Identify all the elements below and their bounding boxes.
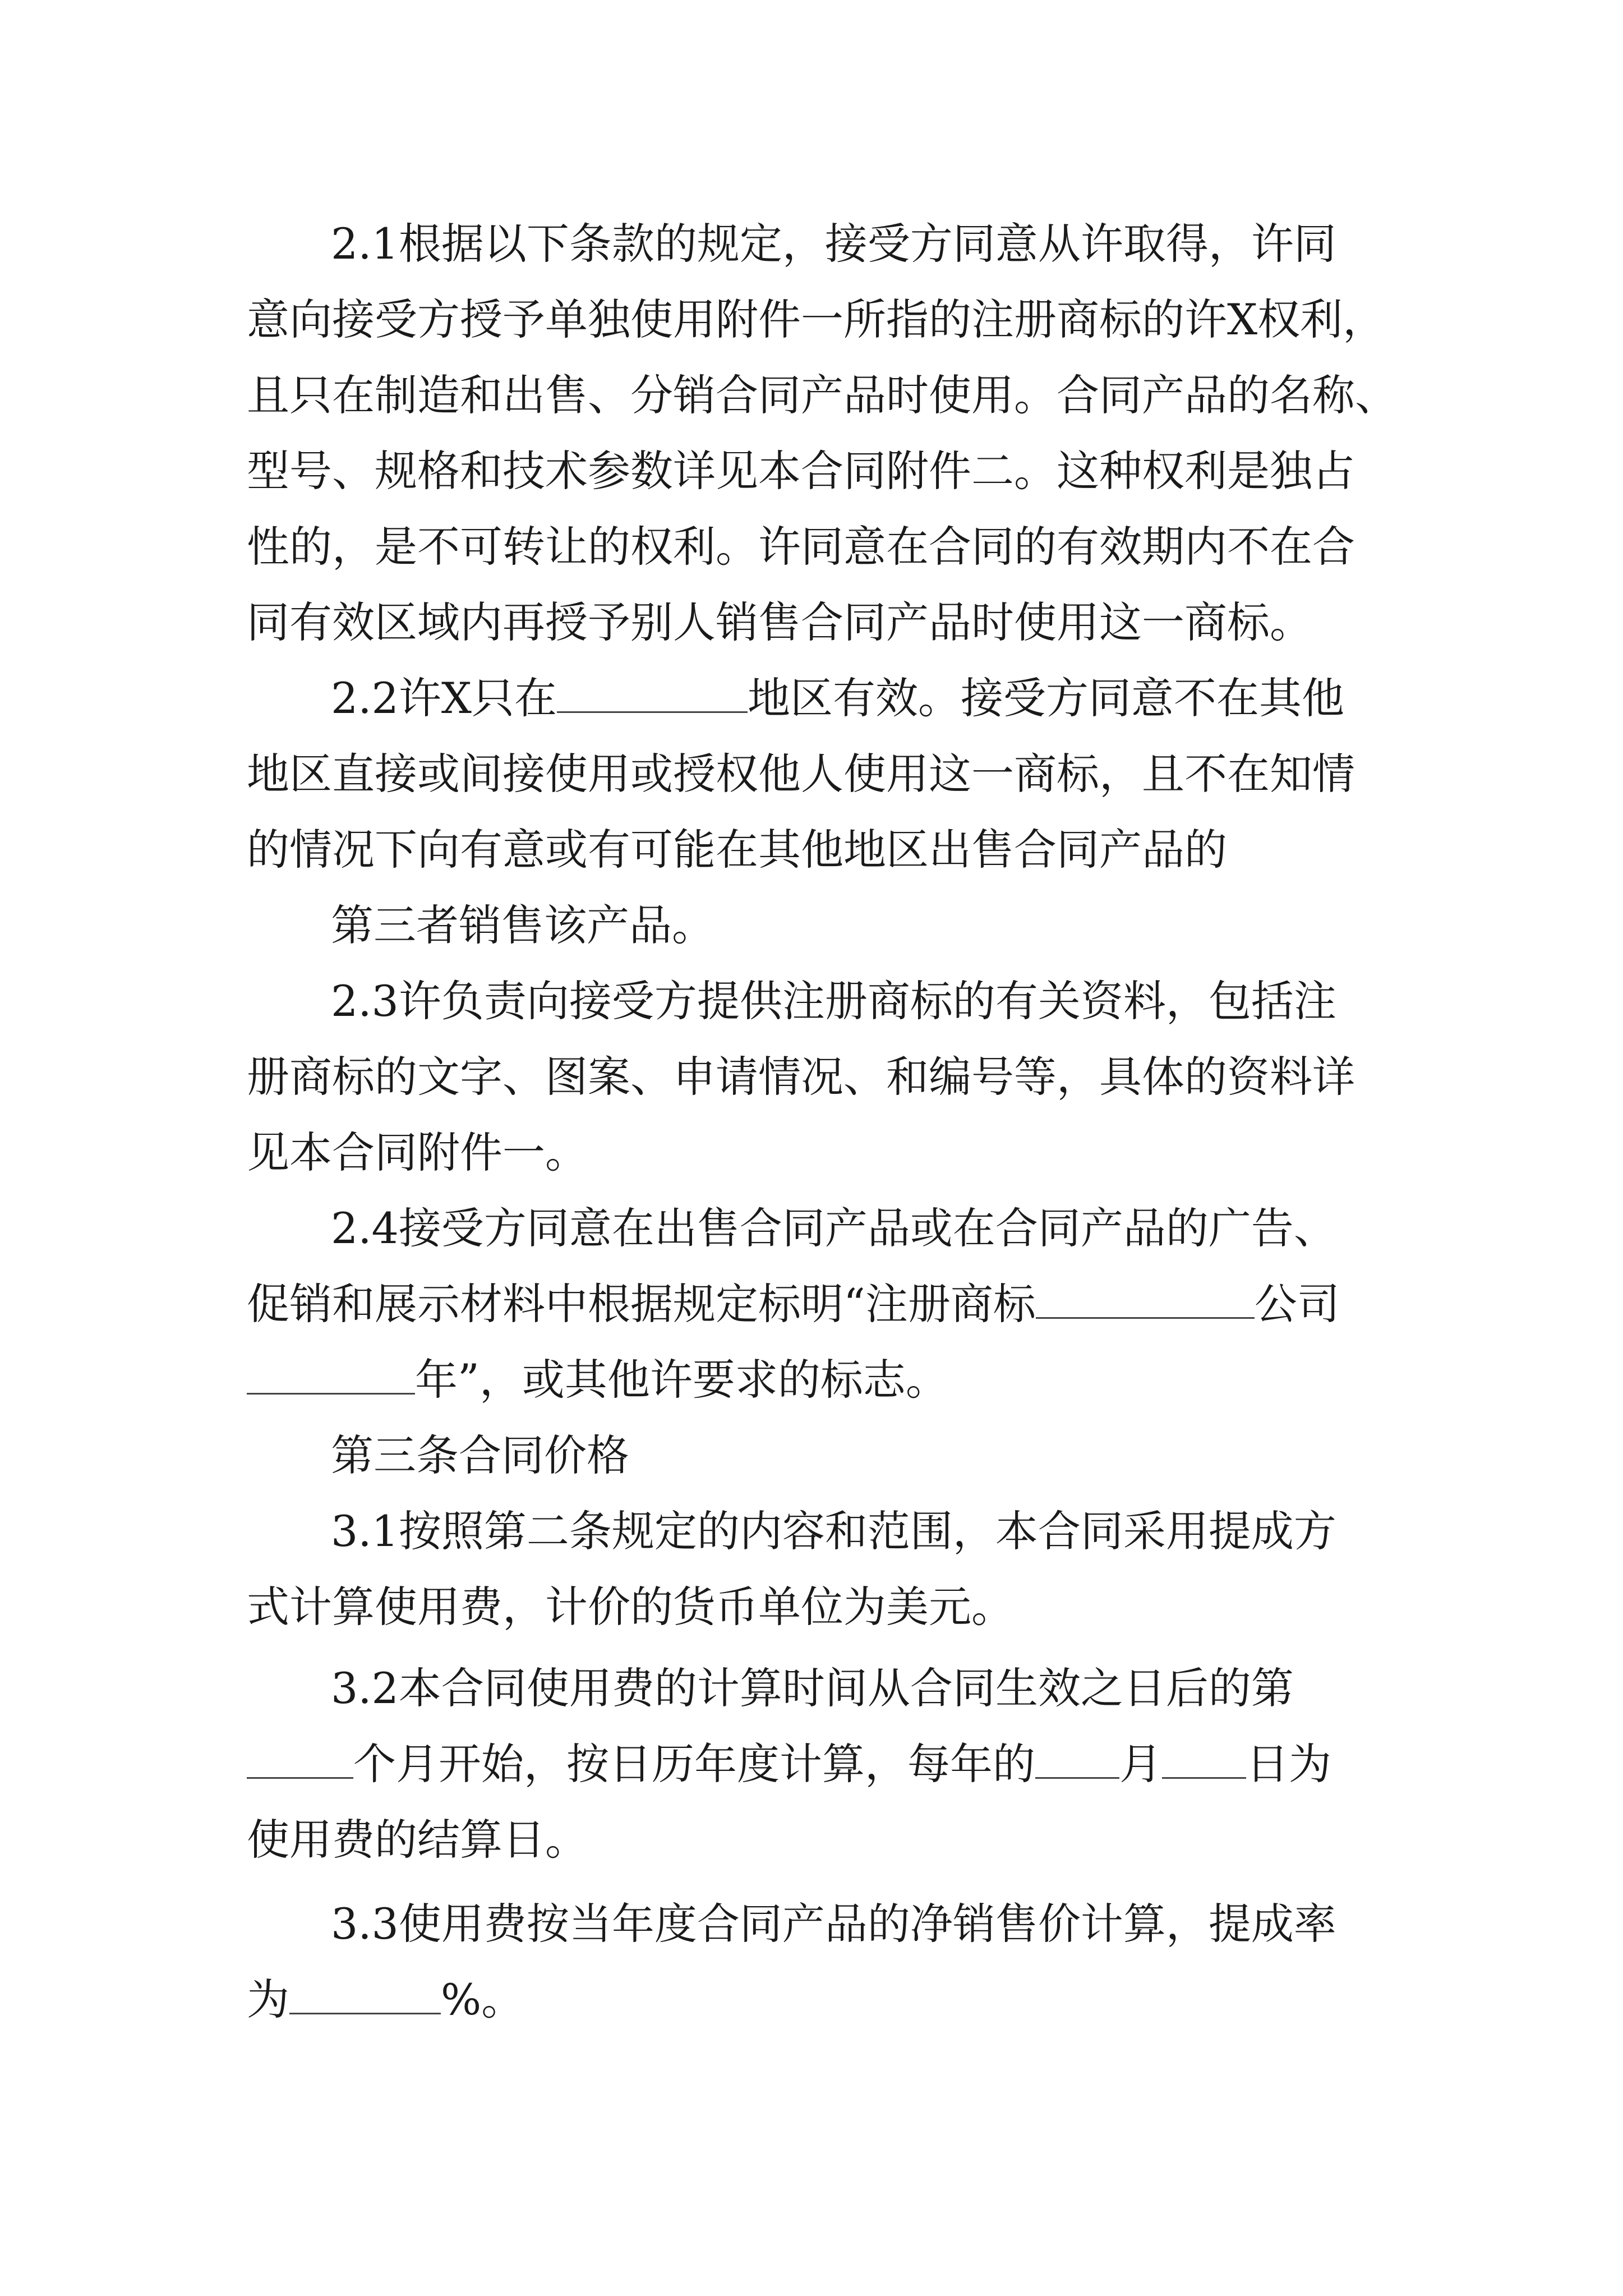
paragraph-2-2-line-1 <box>331 670 1344 726</box>
paragraph-2-4-line-1: 2.4接受方同意在出售合同产品或在合同产品的广告、 <box>331 1203 1336 1253</box>
paragraph-2-2-line-2: 地区直接或间接使用或授权他人使用这一商标，且不在知情 <box>247 749 1355 799</box>
paragraph-2-1-line-1: 2.1根据以下条款的规定，接受方同意从许取得，许同 <box>331 219 1336 269</box>
paragraph-2-3-line-2: 册商标的文字、图案、申请情况、和编号等，具体的资料详 <box>247 1052 1355 1102</box>
paragraph-2-1-line-6: 同有效区域内再授予别人销售合同产品时使用这一商标。 <box>247 597 1312 647</box>
text-segment: 2.2许X只在 <box>331 673 557 723</box>
month-count-blank <box>247 1740 353 1779</box>
paragraph-2-3-line-1: 2.3许负责向接受方提供注册商标的有关资料，包括注 <box>331 976 1336 1026</box>
paragraph-2-2-line-4: 第三者销售该产品。 <box>331 900 714 950</box>
rate-blank <box>289 1976 441 2014</box>
paragraph-2-4-line-3 <box>247 1352 948 1408</box>
region-blank <box>557 674 748 713</box>
text-segment: 地区有效。接受方同意不在其他 <box>747 673 1344 723</box>
paragraph-3-2-line-1: 3.2本合同使用费的计算时间从合同生效之日后的第 <box>331 1663 1294 1713</box>
paragraph-3-2-line-2 <box>247 1736 1331 1792</box>
year-blank <box>247 1356 415 1395</box>
text-segment: 月 <box>1119 1739 1162 1789</box>
day-blank <box>1162 1740 1246 1779</box>
text-segment: 年”，或其他许要求的标志。 <box>415 1355 948 1405</box>
text-segment: 个月开始，按日历年度计算，每年的 <box>353 1739 1035 1789</box>
paragraph-3-1-line-2: 式计算使用费，计价的货币单位为美元。 <box>247 1582 1014 1632</box>
paragraph-2-1-line-2: 意向接受方授予单独使用附件一所指的注册商标的许X权利， <box>247 295 1386 344</box>
text-segment: 为 <box>247 1975 289 2024</box>
month-blank <box>1035 1740 1119 1779</box>
text-segment: %。 <box>441 1975 524 2024</box>
paragraph-2-1-line-5: 性的，是不可转让的权利。许同意在合同的有效期内不在合 <box>247 522 1355 572</box>
paragraph-2-2-line-3: 的情况下向有意或有可能在其他地区出售合同产品的 <box>247 825 1227 875</box>
section-heading-article-3: 第三条合同价格 <box>331 1430 629 1480</box>
company-blank <box>1036 1280 1255 1319</box>
paragraph-3-3-line-2 <box>247 1972 524 2028</box>
paragraph-3-2-line-3: 使用费的结算日。 <box>247 1815 588 1865</box>
paragraph-3-3-line-1: 3.3使用费按当年度合同产品的净销售价计算，提成率 <box>331 1899 1336 1949</box>
text-segment: 公司 <box>1254 1279 1340 1329</box>
text-segment: 促销和展示材料中根据规定标明“注册商标 <box>247 1279 1036 1329</box>
text-segment: 日为 <box>1246 1739 1331 1789</box>
paragraph-2-3-line-3: 见本合同附件一。 <box>247 1128 588 1177</box>
paragraph-2-1-line-4: 型号、规格和技术参数详见本合同附件二。这种权利是独占 <box>247 446 1355 496</box>
paragraph-3-1-line-1: 3.1按照第二条规定的内容和范围，本合同采用提成方 <box>331 1506 1336 1556</box>
paragraph-2-1-line-3: 且只在制造和出售、分销合同产品时使用。合同产品的名称、 <box>247 370 1398 420</box>
paragraph-2-4-line-2 <box>247 1276 1340 1332</box>
